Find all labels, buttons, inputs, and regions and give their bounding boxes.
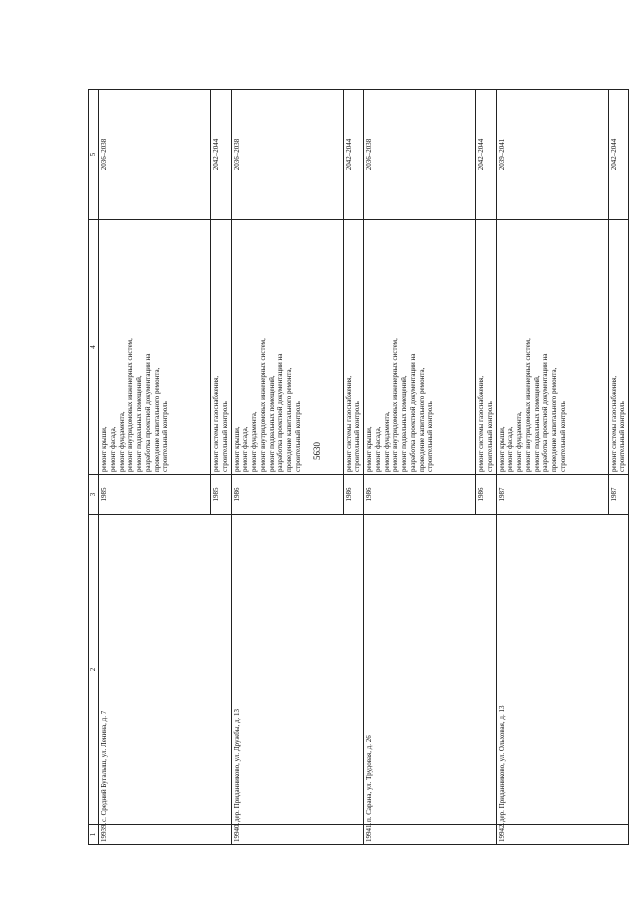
table-container [88, 90, 627, 845]
work-item: ремонт крыши, [365, 426, 373, 472]
period-cell: 2036–2038 [99, 90, 211, 220]
work-item: ремонт подвальных помещений, [400, 375, 408, 472]
work-item: строительный контроль [618, 401, 627, 472]
column-header-3: 3 [89, 475, 99, 515]
work-item: ремонт внутридомовых инженерных систем, [126, 338, 135, 472]
work-item: ремонт крыши, [100, 426, 108, 472]
work-item: ремонт внутридомовых инженерных систем, [523, 338, 532, 472]
work-item: ремонт фасада, [108, 426, 117, 472]
work-item: разработка проектной документации на [408, 353, 417, 472]
year-cell: 1985 [99, 475, 211, 515]
work-item: проведение капитального ремонта, [417, 367, 426, 472]
work-item: проведение капитального ремонта, [285, 367, 293, 472]
period-cell: 2036–2038 [364, 90, 476, 220]
year-cell: 1987 [496, 475, 608, 515]
column-header-5: 5 [89, 90, 99, 220]
work-item: строительный контроль [220, 401, 229, 472]
table-body [99, 90, 629, 845]
period-cell: 2039–2041 [496, 90, 608, 220]
row-number-cell: 19941. [364, 825, 497, 845]
works-cell [231, 220, 343, 475]
column-header-4: 4 [89, 220, 99, 475]
year-cell: 1986 [364, 475, 476, 515]
page-number: 5630 [312, 442, 322, 460]
table-row [99, 90, 211, 845]
work-item: ремонт системы газоснабжения, [344, 375, 353, 472]
works-cell [496, 220, 608, 475]
row-number-cell: 19939. [99, 825, 232, 845]
work-item: ремонт подвальных помещений, [267, 375, 276, 472]
period-cell: 2042–2044 [211, 90, 232, 220]
work-item: строительный контроль [353, 401, 362, 472]
table-row [364, 90, 476, 845]
works-cell [364, 220, 476, 475]
year-cell: 1985 [211, 475, 232, 515]
row-number-cell: 19940. [231, 825, 364, 845]
work-item: ремонт фасада, [373, 426, 382, 472]
work-item: ремонт подвальных помещений, [532, 375, 541, 472]
works-cell [211, 220, 232, 475]
work-item: ремонт фундамента, [250, 411, 258, 472]
year-cell: 1986 [476, 475, 497, 515]
period-cell: 2036–2038 [231, 90, 343, 220]
address-cell: дер. Приданниково, ул. Ольховая, д. 13 [496, 515, 629, 825]
works-cell [608, 220, 629, 475]
row-number-cell: 19942. [496, 825, 629, 845]
works-cell [99, 220, 211, 475]
work-item: строительный контроль [161, 401, 170, 472]
year-cell: 1987 [608, 475, 629, 515]
period-cell: 2042–2044 [476, 90, 497, 220]
table-row [231, 90, 343, 845]
rotated-table-frame [88, 90, 627, 845]
column-header-2: 2 [89, 515, 99, 825]
work-item: ремонт системы газоснабжения, [212, 375, 220, 472]
period-cell: 2042–2044 [343, 90, 364, 220]
repair-schedule-table [88, 89, 629, 845]
work-item: разработка проектной документации на [541, 353, 550, 472]
address-cell: дер. Приданниково, ул. Дружбы, д. 13 [231, 515, 364, 825]
year-cell: 1986 [343, 475, 364, 515]
work-item: ремонт крыши, [232, 426, 241, 472]
work-item: строительный контроль [426, 401, 435, 472]
work-item: проведение капитального ремонта, [152, 367, 161, 472]
work-item: проведение капитального ремонта, [550, 367, 558, 472]
period-cell: 2042–2044 [608, 90, 629, 220]
header-row [89, 90, 99, 845]
work-item: строительный контроль [293, 401, 302, 472]
address-cell: п. Сарана, ул. Трудовая, д. 26 [364, 515, 497, 825]
work-item: ремонт подвальных помещений, [135, 375, 143, 472]
works-cell [476, 220, 497, 475]
work-item: ремонт системы газоснабжения, [477, 375, 485, 472]
work-item: ремонт крыши, [497, 426, 506, 472]
work-item: строительный контроль [485, 401, 494, 472]
work-item: ремонт фундамента, [515, 411, 523, 472]
work-item: строительный контроль [558, 401, 567, 472]
year-cell: 1986 [231, 475, 343, 515]
works-cell [343, 220, 364, 475]
work-item: разработка проектной документации на [276, 353, 285, 472]
work-item: ремонт фасада, [241, 426, 250, 472]
work-item: ремонт внутридомовых инженерных систем, [391, 338, 400, 472]
work-item: ремонт внутридомовых инженерных систем, [258, 338, 267, 472]
work-item: ремонт системы газоснабжения, [609, 375, 618, 472]
table-row [496, 90, 608, 845]
work-item: ремонт фундамента, [382, 411, 391, 472]
address-cell: с. Средний Бугалыш, ул. Ленина, д. 7 [99, 515, 232, 825]
work-item: ремонт фундамента, [117, 411, 126, 472]
column-header-1: 1 [89, 825, 99, 845]
work-item: разработка проектной документации на [143, 353, 152, 472]
work-item: ремонт фасада, [506, 426, 515, 472]
